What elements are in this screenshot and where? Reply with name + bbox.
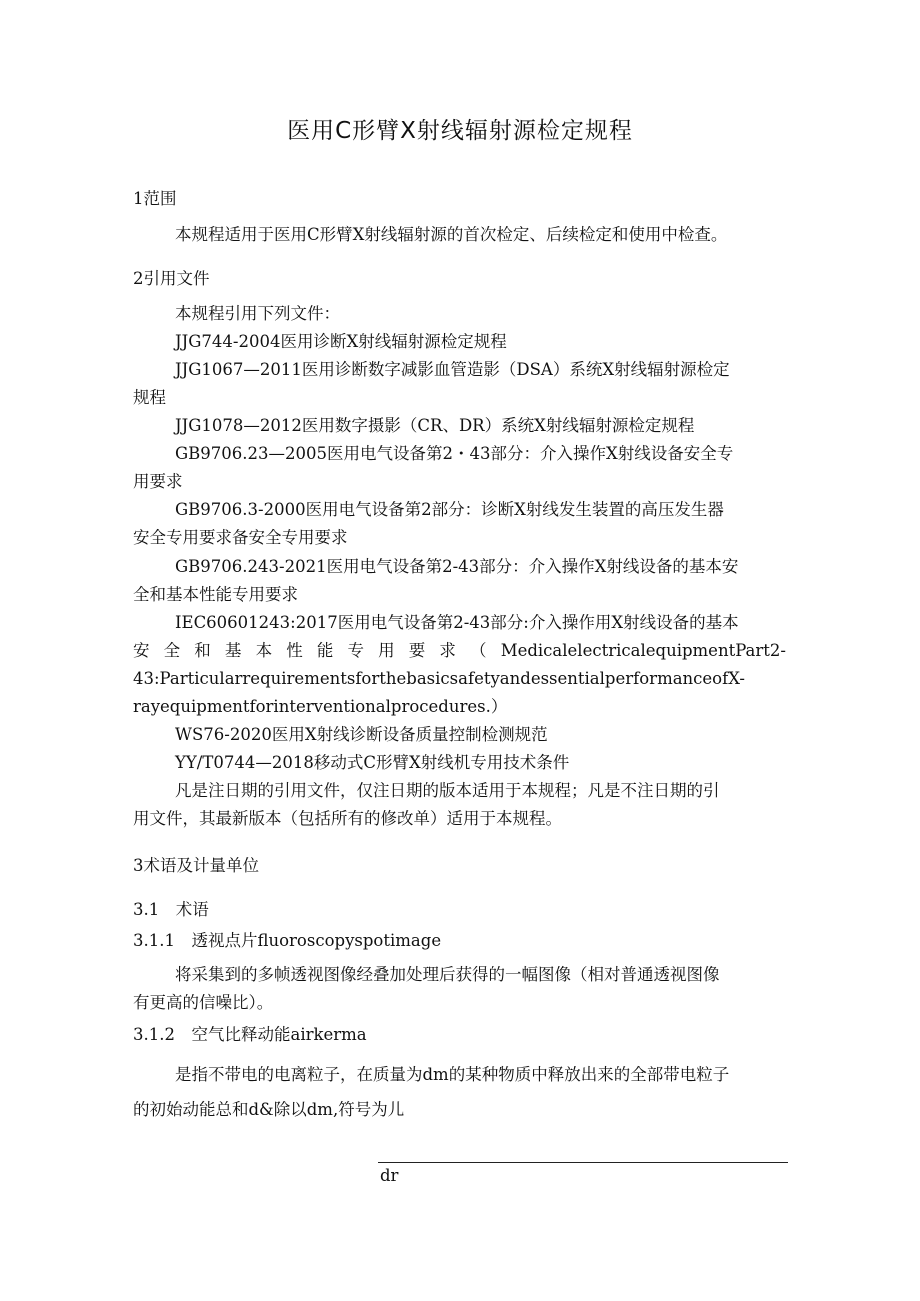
paragraph-line: WS76-2020医用X射线诊断设备质量控制检测规范 [175, 725, 548, 744]
section-heading: 3.1.2 空气比释动能airkerma [133, 1025, 367, 1044]
paragraph-line: 安全专用要求备安全专用要求 [133, 528, 348, 547]
paragraph-line: YY/T0744—2018移动式C形臂X射线机专用技术条件 [175, 753, 570, 772]
paragraph-line: 全和基本性能专用要求 [133, 585, 298, 604]
section-heading: 3术语及计量单位 [133, 856, 259, 875]
paragraph-line: GB9706.3-2000医用电气设备第2部分：诊断X射线发生装置的高压发生器 [175, 500, 724, 519]
paragraph-line: IEC60601243:2017医用电气设备第2-43部分:介入操作用X射线设备的基本 [175, 613, 739, 632]
footnote-text: dr [380, 1166, 399, 1185]
section-heading: 2引用文件 [133, 269, 210, 288]
document-title: 医用C形臂X射线辐射源检定规程 [287, 118, 633, 144]
paragraph-line: 规程 [133, 388, 166, 407]
paragraph-line: 是指不带电的电离粒子，在质量为dm的某种物质中释放出来的全部带电粒子 [175, 1065, 730, 1084]
paragraph-line: 用要求 [133, 472, 183, 491]
footnote-rule [378, 1162, 788, 1163]
paragraph-line: 本规程引用下列文件： [175, 304, 340, 323]
paragraph-line: 本规程适用于医用C形臂X射线辐射源的首次检定、后续检定和使用中检查。 [175, 225, 728, 244]
paragraph-line: GB9706.23—2005医用电气设备第2・43部分：介入操作X射线设备安全专 [175, 444, 734, 463]
section-heading: 3.1.1 透视点片fluoroscopyspotimage [133, 931, 442, 950]
paragraph-line: rayequipmentforinterventionalprocedures.） [133, 697, 508, 716]
section-heading: 3.1 术语 [133, 900, 209, 919]
paragraph-line: 凡是注日期的引用文件，仅注日期的版本适用于本规程；凡是不注日期的引 [175, 781, 720, 800]
paragraph-line: 用文件，其最新版本（包括所有的修改单）适用于本规程。 [133, 809, 562, 828]
paragraph-line: JJG744-2004医用诊断X射线辐射源检定规程 [175, 332, 507, 351]
section-heading: 1范围 [133, 189, 177, 208]
paragraph-line: 的初始动能总和d&除以dm,符号为儿 [133, 1100, 405, 1119]
paragraph-line: JJG1078—2012医用数字摄影（CR、DR）系统X射线辐射源检定规程 [175, 416, 695, 435]
paragraph-line: GB9706.243-2021医用电气设备第2-43部分：介入操作X射线设备的基本安 [175, 557, 739, 576]
paragraph-line: 安 全 和 基 本 性 能 专 用 要 求 （ MedicalelectricalequipmentPart2- [133, 641, 786, 660]
paragraph-line: 将采集到的多帧透视图像经叠加处理后获得的一幅图像（相对普通透视图像 [175, 965, 720, 984]
paragraph-line: 43:ParticularrequirementsforthebasicsafetyandessentialperformanceofX- [133, 669, 745, 688]
paragraph-line: JJG1067—2011医用诊断数字减影血管造影（DSA）系统X射线辐射源检定 [175, 360, 730, 379]
paragraph-line: 有更高的信噪比）。 [133, 993, 274, 1012]
